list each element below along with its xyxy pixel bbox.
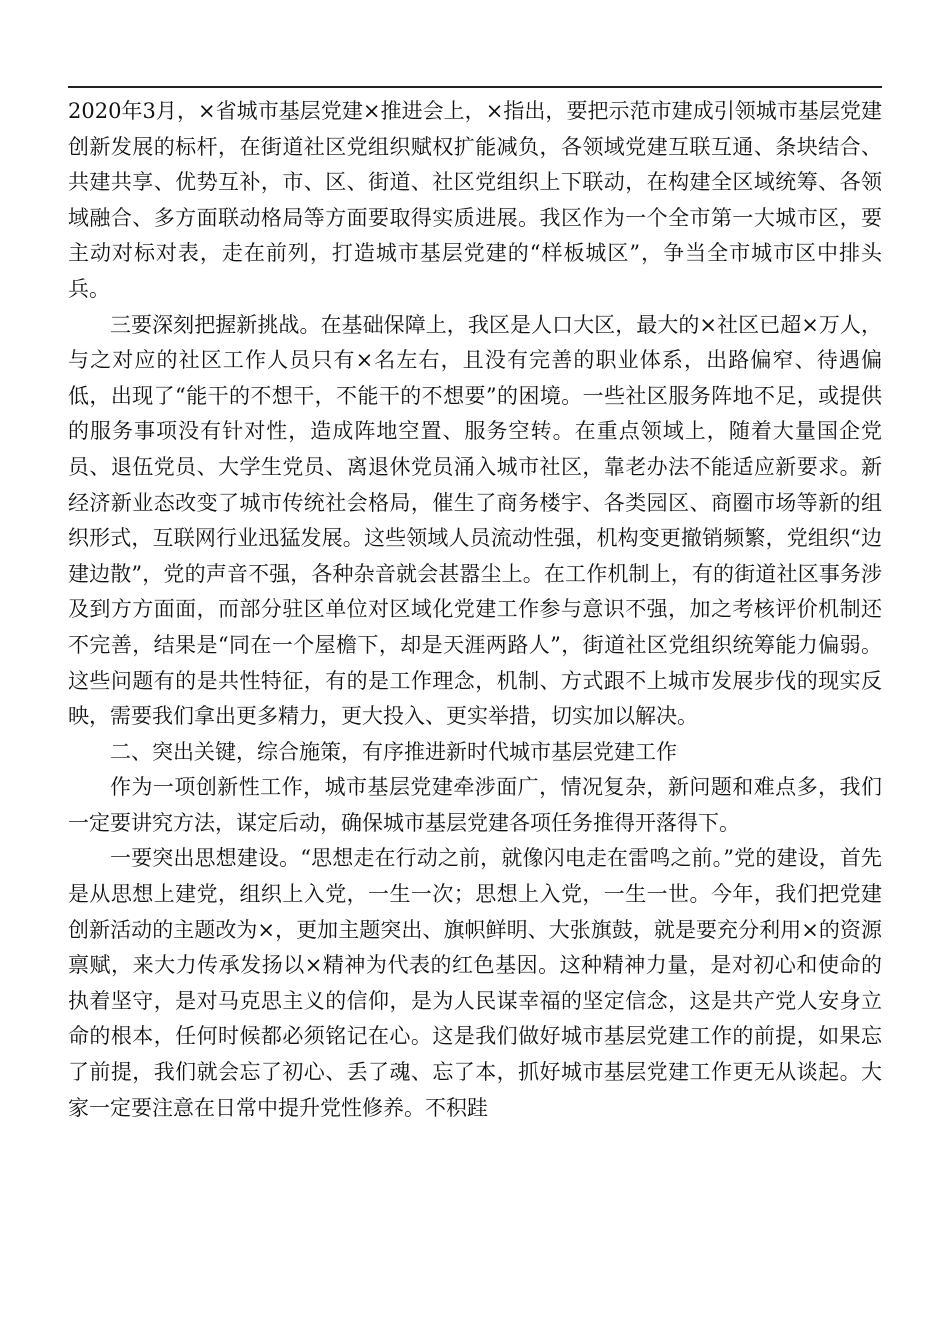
header-rule xyxy=(68,86,882,88)
section-heading: 二、突出关键，综合施策，有序推进新时代城市基层党建工作 xyxy=(110,739,677,764)
paragraph-ideology: 一要突出思想建设。“思想走在行动之前，就像闪电走在雷鸣之前。”党的建设，首先是从思想上建党，组织上入党，一生一次；思想上入党，一生一世。今年，我们把党建创新活动的主题改为×，更加主题突出、旗帜鲜明、大张旗鼓，就是要充分利用×的资源禀赋，来大力传承发扬以×精神为代表的红色基因。这种精神力量，是对初心和使命的执着坚守，是对马克思主义的信仰，是为人民谋幸福的坚定信念，这是共产党人安身立命的根本，任何时候都必须铭记在心。这是我们做好城市基层党建工作的前提，如果忘了前提，我们就会忘了初心、丢了魂、忘了本，抓好城市基层党建工作更无从谈起。大家一定要注意在日常中提升党性修养。不积跬 xyxy=(68,846,882,1120)
paragraph-challenges: 三要深刻把握新挑战。在基础保障上，我区是人口大区，最大的×社区已超×万人，与之对应的社区工作人员只有×名左右，且没有完善的职业体系，出路偏窄、待遇偏低，出现了“能干的不想干，不能干的不想要”的困境。一些社区服务阵地不足，或提供的服务事项没有针对性，造成阵地空置、服务空转。在重点领域上，随着大量国企党员、退伍党员、大学生党员、离退休党员涌入城市社区，靠老办法不能适应新要求。新经济新业态改变了城市传统社会格局，催生了商务楼宇、各类园区、商圈市场等新的组织形式，互联网行业迅猛发展。这些领域人员流动性强，机构变更撤销频繁，党组织“边建边散”，党的声音不强，各种杂音就会甚嚣尘上。在工作机制上，有的街道社区事务涉及到方方面面，而部分驻区单位对区域化党建工作参与意识不强，加之考核评价机制还不完善，结果是“同在一个屋檐下，却是天涯两路人”，街道社区党组织统筹能力偏弱。这些问题有的是共性特征，有的是工作理念，机制、方式跟不上城市发展步伐的现实反映，需要我们拿出更多精力，更大投入、更实举措，切实加以解决。 xyxy=(68,312,882,729)
paragraph-method: 作为一项创新性工作，城市基层党建牵涉面广，情况复杂，新问题和难点多，我们一定要讲究方法，谋定后动，确保城市基层党建各项任务推得开落得下。 xyxy=(68,775,882,835)
document-body xyxy=(68,94,882,1126)
paragraph-intro: 2020年3月，×省城市基层党建×推进会上，×指出，要把示范市建成引领城市基层党建创新发展的标杆，在街道社区党组织赋权扩能减负，各领域党建互联互通、条块结合、共建共享、优势互补，市、区、街道、社区党组织上下联动，在构建全区域统筹、各领域融合、多方面联动格局等方面要取得实质进展。我区作为一个全市第一大城市区，要主动对标对表，走在前列，打造城市基层党建的“样板城区”，争当全市城市区中排头兵。 xyxy=(68,99,882,301)
